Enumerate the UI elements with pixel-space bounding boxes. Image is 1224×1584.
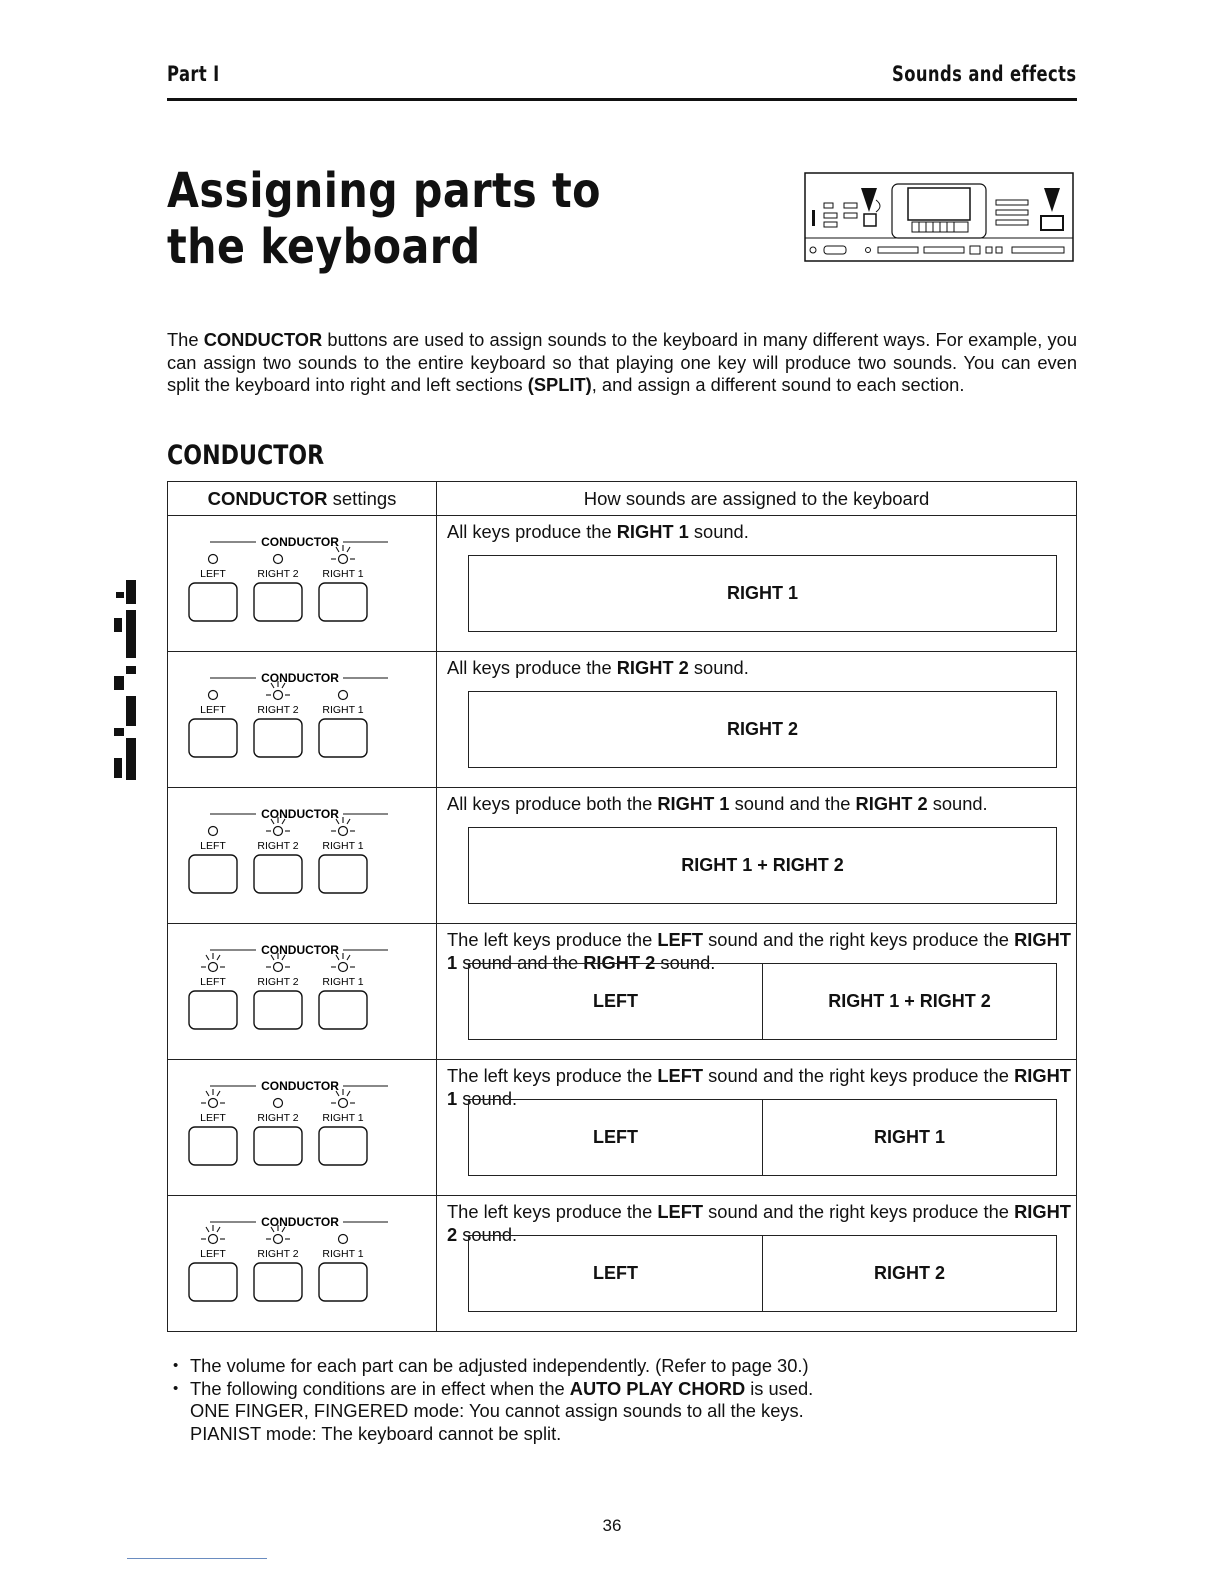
assignment-description: All keys produce the RIGHT 2 sound. [447,657,749,678]
page-title [167,163,601,275]
header-section: Sounds and effects [892,62,1077,86]
settings-cell [168,1060,437,1196]
conductor-button-right2 [254,719,302,757]
diagram-conductor-label: CONDUCTOR [261,943,339,957]
assignment-cell [437,788,1077,924]
settings-cell [168,1196,437,1332]
conductor-button-right1 [319,1263,367,1301]
notes-list [175,1355,813,1445]
unlit-indicator-icon [339,691,348,700]
side-tab-marks [112,578,138,783]
conductor-diagram [168,652,436,787]
diagram-button-label: LEFT [200,976,226,988]
title-line-1: Assigning parts to [167,163,601,219]
table-row [168,788,1077,924]
keyboard-segment: LEFT [469,1236,763,1311]
intro-paragraph: The CONDUCTOR buttons are used to assign sounds to the keyboard in many different ways. For example, you can assign two sounds to the entire keyboard so that playing one key will produce two sounds. You can even split the keyboard into right and left sections (SPLIT), and assign a different sound to each section. [167,329,1077,395]
keyboard-range-box [468,827,1057,904]
keyboard-segment: LEFT [469,1100,763,1175]
diagram-button-label: RIGHT 1 [322,1248,364,1260]
assignment-cell [437,1060,1077,1196]
diagram-button-label: LEFT [200,568,226,580]
page-header [167,60,1077,101]
assignment-description: All keys produce the RIGHT 1 sound. [447,521,749,542]
conductor-button-right1 [319,1127,367,1165]
lit-indicator-icon [201,1225,225,1244]
diagram-button-label: LEFT [200,1112,226,1124]
keyboard-segment: RIGHT 1 [726,583,798,604]
conductor-button-left [189,991,237,1029]
conductor-diagram [168,1196,436,1331]
conductor-diagram [168,1060,436,1195]
diagram-conductor-label: CONDUCTOR [261,1215,339,1229]
assignment-description: All keys produce both the RIGHT 1 sound and the RIGHT 2 sound. [447,793,988,814]
conductor-button-left [189,855,237,893]
diagram-button-label: RIGHT 1 [322,840,364,852]
conductor-button-right2 [254,991,302,1029]
assignment-cell [437,1196,1077,1332]
section-heading: CONDUCTOR [167,440,325,471]
keyboard-range-box [468,1099,1057,1176]
assignment-description: The left keys produce the LEFT sound and the right keys produce the RIGHT 1 sound. [447,1065,1071,1109]
diagram-button-label: RIGHT 1 [322,1112,364,1124]
diagram-button-label: LEFT [200,840,226,852]
keyboard-segment: LEFT [469,964,763,1039]
keyboard-range-box [468,555,1057,632]
conductor-button-right1 [319,583,367,621]
conductor-button-right2 [254,1263,302,1301]
unlit-indicator-icon [209,555,218,564]
conductor-diagram [168,924,436,1059]
footer-rule [127,1558,267,1559]
column-header-assignment: How sounds are assigned to the keyboard [437,482,1077,516]
keyboard-range-box [468,691,1057,768]
unlit-indicator-icon [209,691,218,700]
keyboard-range-box [468,1235,1057,1312]
table-row [168,516,1077,652]
settings-cell [168,788,437,924]
keyboard-range-box [468,963,1057,1040]
list-item: • The volume for each part can be adjusted independently. (Refer to page 30.) [175,1355,813,1378]
keyboard-segment: RIGHT 2 [873,1263,945,1284]
list-item: • The following conditions are in effect when the AUTO PLAY CHORD is used. [175,1378,813,1401]
assignment-cell [437,516,1077,652]
diagram-conductor-label: CONDUCTOR [261,807,339,821]
list-subitem: ONE FINGER, FINGERED mode: You cannot assign sounds to all the keys. [190,1400,804,1421]
diagram-button-label: RIGHT 2 [257,976,299,988]
conductor-button-left [189,583,237,621]
conductor-button-left [189,1127,237,1165]
conductor-button-right2 [254,1127,302,1165]
conductor-button-right1 [319,855,367,893]
diagram-conductor-label: CONDUCTOR [261,671,339,685]
diagram-button-label: RIGHT 2 [257,840,299,852]
lit-indicator-icon [201,953,225,972]
list-subitem: PIANIST mode: The keyboard cannot be split. [190,1422,562,1444]
conductor-diagram [168,516,436,651]
keyboard-segment: RIGHT 1 [873,1127,945,1148]
column-header-settings: CONDUCTOR settings [168,482,437,516]
unlit-indicator-icon [339,1235,348,1244]
conductor-diagram [168,788,436,923]
diagram-button-label: RIGHT 2 [257,704,299,716]
keyboard-segment: RIGHT 2 [726,719,798,740]
diagram-conductor-label: CONDUCTOR [261,1079,339,1093]
assignment-cell [437,924,1077,1060]
settings-cell [168,516,437,652]
page-number: 36 [602,1516,622,1535]
diagram-conductor-label: CONDUCTOR [261,535,339,549]
assignment-description: The left keys produce the LEFT sound and the right keys produce the RIGHT 1 sound and the RIGHT 2 sound. [447,929,1071,973]
diagram-button-label: RIGHT 1 [322,568,364,580]
settings-cell [168,924,437,1060]
lit-indicator-icon [201,1089,225,1108]
table-row [168,1196,1077,1332]
unlit-indicator-icon [274,555,283,564]
title-line-2: the keyboard [167,219,481,275]
keyboard-segment: RIGHT 1 + RIGHT 2 [828,991,991,1012]
diagram-button-label: RIGHT 2 [257,568,299,580]
conductor-button-left [189,1263,237,1301]
conductor-button-right2 [254,855,302,893]
table-row [168,1060,1077,1196]
table-row [168,652,1077,788]
unlit-indicator-icon [274,1099,283,1108]
assignment-cell [437,652,1077,788]
control-panel-illustration [804,172,1074,262]
diagram-button-label: LEFT [200,704,226,716]
header-part: Part I [167,62,220,86]
diagram-button-label: RIGHT 2 [257,1112,299,1124]
keyboard-segment: RIGHT 1 + RIGHT 2 [681,855,844,876]
conductor-button-left [189,719,237,757]
conductor-button-right1 [319,719,367,757]
assignment-description: The left keys produce the LEFT sound and the right keys produce the RIGHT 2 sound. [447,1201,1071,1245]
conductor-button-right2 [254,583,302,621]
conductor-table [167,481,1077,1332]
diagram-button-label: RIGHT 1 [322,704,364,716]
diagram-button-label: LEFT [200,1248,226,1260]
settings-cell [168,652,437,788]
diagram-button-label: RIGHT 1 [322,976,364,988]
conductor-button-right1 [319,991,367,1029]
table-row [168,924,1077,1060]
diagram-button-label: RIGHT 2 [257,1248,299,1260]
unlit-indicator-icon [209,827,218,836]
